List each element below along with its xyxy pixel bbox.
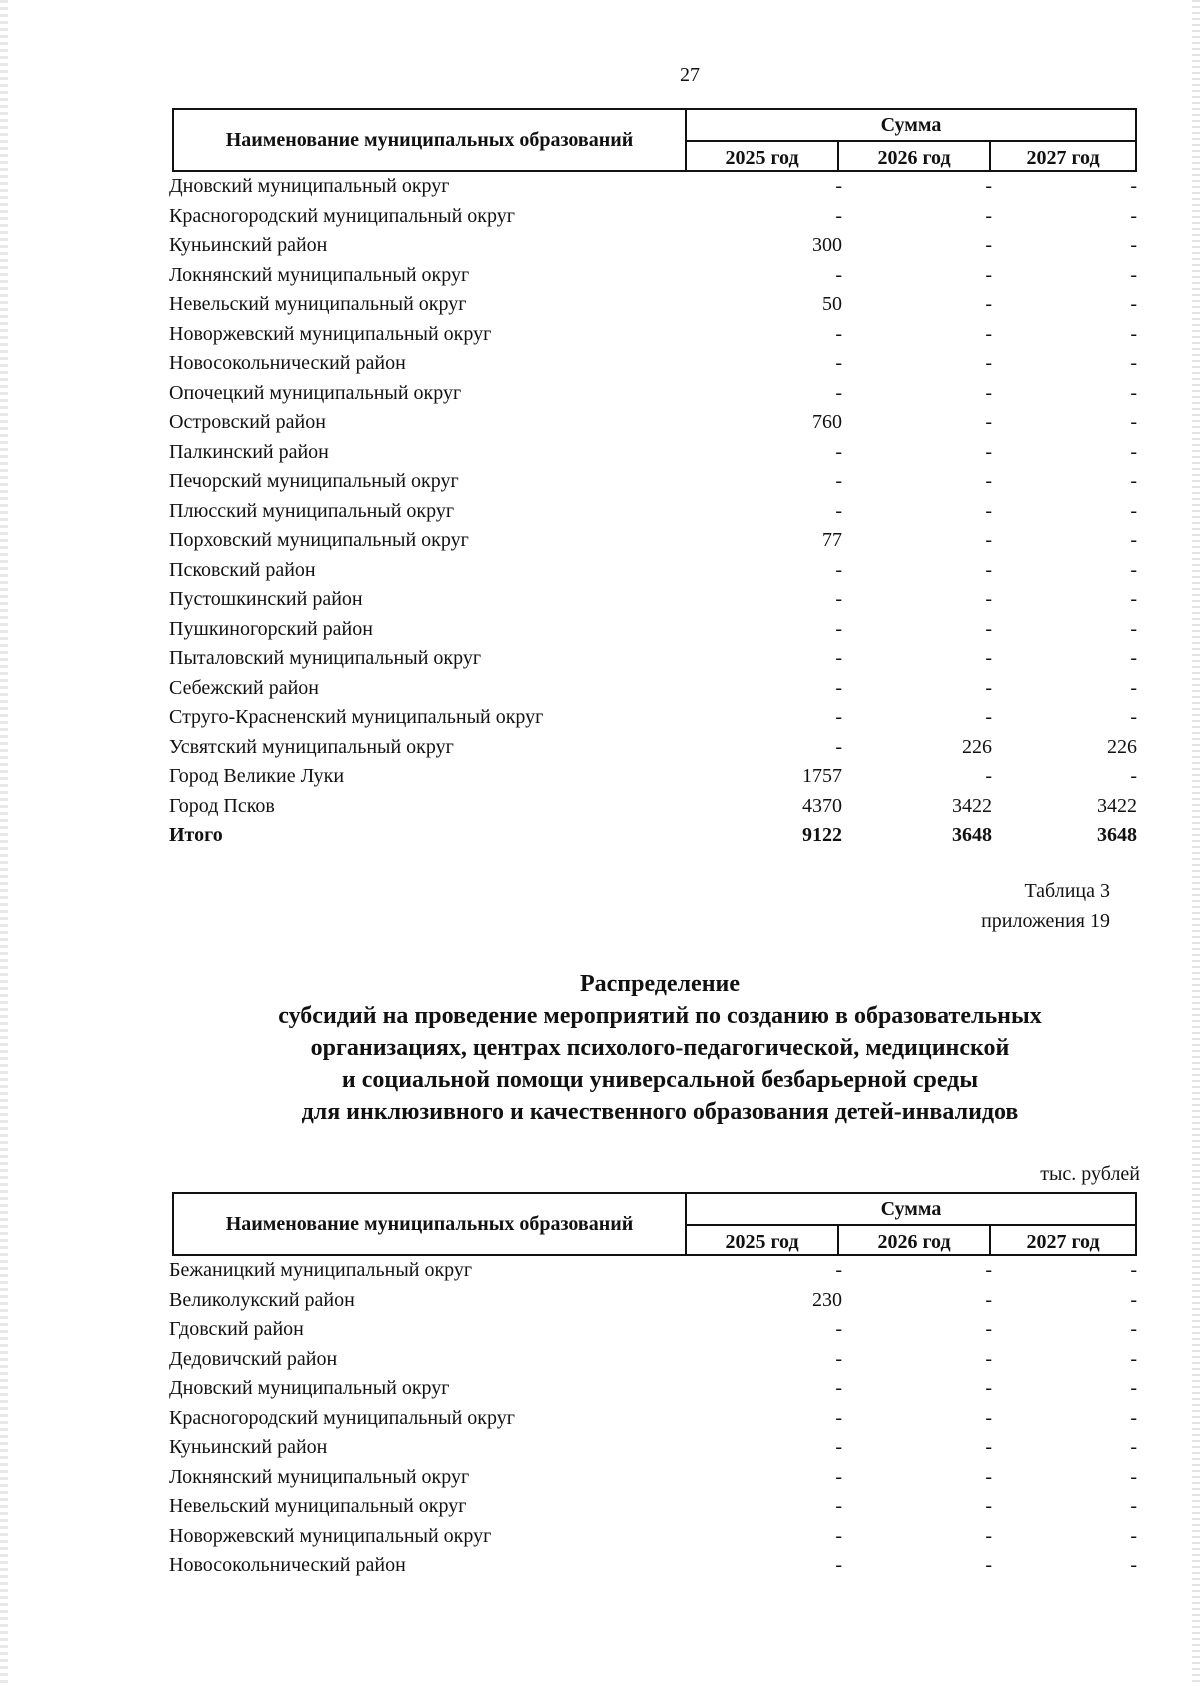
table-2-body xyxy=(169,1256,1137,1581)
value-2025: - xyxy=(835,470,842,492)
value-2025: - xyxy=(835,1436,842,1458)
value-2026: 3422 xyxy=(952,794,992,817)
table-3-label: Таблица 3 xyxy=(1024,880,1110,902)
value-2027: - xyxy=(1130,529,1137,551)
page-number: 27 xyxy=(680,64,700,86)
table-row xyxy=(169,379,1137,409)
value-2027: - xyxy=(1130,411,1137,433)
value-2025: - xyxy=(835,647,842,669)
row-name: Себежский район xyxy=(169,676,319,699)
value-2027: - xyxy=(1130,647,1137,669)
value-2027: - xyxy=(1130,1554,1137,1576)
row-name: Красногородский муниципальный округ xyxy=(169,204,515,227)
value-2025: - xyxy=(835,558,842,581)
table-row xyxy=(169,703,1137,733)
value-2027: - xyxy=(1130,1465,1137,1488)
value-2027: - xyxy=(1130,234,1137,256)
row-name: Новосокольнический район xyxy=(169,352,406,374)
table-row-total xyxy=(169,821,1137,851)
value-2026: - xyxy=(985,1288,992,1311)
table-row xyxy=(169,526,1137,556)
value-2026: - xyxy=(985,499,992,522)
value-2026: - xyxy=(985,558,992,581)
title-line: и социальной помощи универсальной безбарьерной среды xyxy=(341,1067,979,1093)
table-row xyxy=(169,1286,1137,1316)
value-2025: 77 xyxy=(822,529,842,551)
value-2025: - xyxy=(835,440,842,463)
value-2026: - xyxy=(985,293,992,315)
value-2027: - xyxy=(1130,588,1137,610)
value-2026: - xyxy=(985,1406,992,1429)
value-2025: - xyxy=(835,676,842,699)
value-2026: - xyxy=(985,234,992,256)
value-2026: 226 xyxy=(962,735,992,758)
value-2025: - xyxy=(835,735,842,758)
value-2026: - xyxy=(985,1495,992,1517)
row-name: Усвятский муниципальный округ xyxy=(169,735,454,758)
row-name: Псковский район xyxy=(169,558,316,581)
value-2027: - xyxy=(1130,499,1137,522)
value-2025: - xyxy=(835,175,842,197)
value-2026: - xyxy=(985,1347,992,1370)
row-name: Пушкиногорский район xyxy=(169,617,373,640)
value-2025: - xyxy=(835,499,842,522)
table-row xyxy=(169,1463,1137,1493)
table-row xyxy=(169,438,1137,468)
value-2026: - xyxy=(985,706,992,728)
value-2025: - xyxy=(835,706,842,728)
value-2025: - xyxy=(835,263,842,286)
value-2025: - xyxy=(835,1347,842,1370)
table-row xyxy=(169,1256,1137,1286)
value-2025: 4370 xyxy=(802,794,842,817)
table-row xyxy=(169,408,1137,438)
value-2026: - xyxy=(985,529,992,551)
row-name: Плюсский муниципальный округ xyxy=(169,499,455,522)
row-name: Локнянский муниципальный округ xyxy=(169,263,470,286)
title-line: организациях, центрах психолого-педагогической, медицинской xyxy=(310,1035,1010,1061)
row-name: Дновский муниципальный округ xyxy=(169,1377,450,1399)
row-name: Локнянский муниципальный округ xyxy=(169,1465,470,1488)
table-row xyxy=(169,172,1137,202)
value-2025: - xyxy=(835,1495,842,1517)
value-2026: - xyxy=(985,588,992,610)
table-row xyxy=(169,202,1137,232)
table-row xyxy=(169,644,1137,674)
value-2025: - xyxy=(835,1377,842,1399)
table-row xyxy=(169,1345,1137,1375)
row-name: Пыталовский муниципальный округ xyxy=(169,647,482,669)
row-name: Палкинский район xyxy=(169,440,329,463)
header-year-2025: 2025 год xyxy=(687,142,839,172)
table-2-header xyxy=(172,1192,1137,1256)
value-2025: 760 xyxy=(812,411,842,433)
value-2025: 300 xyxy=(812,234,842,256)
value-2025: - xyxy=(835,1465,842,1488)
value-2027: - xyxy=(1130,1259,1137,1281)
value-2025: - xyxy=(835,588,842,610)
value-2027: - xyxy=(1130,352,1137,374)
table-row xyxy=(169,261,1137,291)
value-2026: - xyxy=(985,352,992,374)
value-2027: - xyxy=(1130,558,1137,581)
value-2025: - xyxy=(835,1406,842,1429)
value-2027: 3422 xyxy=(1097,794,1137,817)
value-2026: - xyxy=(985,765,992,787)
value-2026: - xyxy=(985,1524,992,1547)
title-line: для инклюзивного и качественного образования детей-инвалидов xyxy=(301,1099,1019,1125)
table-row xyxy=(169,290,1137,320)
value-2027: - xyxy=(1130,322,1137,345)
table-2 xyxy=(169,1192,1137,1581)
row-name: Новоржевский муниципальный округ xyxy=(169,322,492,345)
value-2027: - xyxy=(1130,1436,1137,1458)
value-2027: 226 xyxy=(1107,735,1137,758)
value-2027: - xyxy=(1130,617,1137,640)
header-name-column: Наименование муниципальных образований xyxy=(174,1194,687,1254)
row-name: Итого xyxy=(169,824,223,846)
row-name: Бежаницкий муниципальный округ xyxy=(169,1259,473,1281)
table-row xyxy=(169,792,1137,822)
value-2026: - xyxy=(985,322,992,345)
value-2027: - xyxy=(1130,1524,1137,1547)
row-name: Красногородский муниципальный округ xyxy=(169,1406,515,1429)
value-2027: - xyxy=(1130,676,1137,699)
value-2027: 3648 xyxy=(1097,824,1137,846)
value-2027: - xyxy=(1130,470,1137,492)
value-2025: - xyxy=(835,1318,842,1340)
table-row xyxy=(169,231,1137,261)
table-row xyxy=(169,1551,1137,1581)
value-2026: - xyxy=(985,1436,992,1458)
title-line: субсидий на проведение мероприятий по созданию в образовательных xyxy=(278,1003,1042,1029)
row-name: Печорский муниципальный округ xyxy=(169,470,459,492)
value-2027: - xyxy=(1130,381,1137,404)
row-name: Порховский муниципальный округ xyxy=(169,529,469,551)
value-2025: - xyxy=(835,1524,842,1547)
appendix-label: приложения 19 xyxy=(981,910,1110,932)
row-name: Новоржевский муниципальный округ xyxy=(169,1524,492,1547)
value-2026: - xyxy=(985,1259,992,1281)
value-2025: - xyxy=(835,617,842,640)
table-row xyxy=(169,1522,1137,1552)
units-label: тыс. рублей xyxy=(1040,1163,1140,1185)
table-row xyxy=(169,1374,1137,1404)
value-2026: - xyxy=(985,204,992,227)
title-line: Распределение xyxy=(579,971,741,997)
value-2025: - xyxy=(835,322,842,345)
row-name: Невельский муниципальный округ xyxy=(169,293,467,315)
table-row xyxy=(169,349,1137,379)
table-row xyxy=(169,762,1137,792)
value-2026: - xyxy=(985,381,992,404)
value-2027: - xyxy=(1130,175,1137,197)
value-2026: - xyxy=(985,617,992,640)
value-2026: - xyxy=(985,1465,992,1488)
row-name: Гдовский район xyxy=(169,1318,304,1340)
header-year-2026: 2026 год xyxy=(839,142,991,172)
row-name: Дновский муниципальный округ xyxy=(169,175,450,197)
row-name: Островский район xyxy=(169,411,326,433)
table-row xyxy=(169,467,1137,497)
value-2026: - xyxy=(985,411,992,433)
row-name: Город Псков xyxy=(169,794,275,817)
value-2027: - xyxy=(1130,1406,1137,1429)
row-name: Великолукский район xyxy=(169,1288,355,1311)
value-2025: - xyxy=(835,381,842,404)
header-name-column: Наименование муниципальных образований xyxy=(174,110,687,170)
value-2027: - xyxy=(1130,204,1137,227)
table-row xyxy=(169,1404,1137,1434)
table-row xyxy=(169,615,1137,645)
value-2025: - xyxy=(835,352,842,374)
value-2026: - xyxy=(985,1554,992,1576)
value-2027: - xyxy=(1130,765,1137,787)
value-2026: - xyxy=(985,470,992,492)
header-sum: Сумма xyxy=(687,1194,1135,1226)
value-2027: - xyxy=(1130,1495,1137,1517)
table-1 xyxy=(169,108,1137,851)
header-year-2027: 2027 год xyxy=(1026,1231,1100,1253)
table-row xyxy=(169,1433,1137,1463)
value-2027: - xyxy=(1130,706,1137,728)
header-year-2026: 2026 год xyxy=(839,1226,991,1256)
value-2026: - xyxy=(985,1377,992,1399)
value-2027: - xyxy=(1130,263,1137,286)
row-name: Невельский муниципальный округ xyxy=(169,1495,467,1517)
value-2025: - xyxy=(835,1259,842,1281)
value-2025: - xyxy=(835,1554,842,1576)
table-1-body xyxy=(169,172,1137,821)
value-2026: - xyxy=(985,676,992,699)
row-name: Город Великие Луки xyxy=(169,765,345,787)
value-2026: - xyxy=(985,647,992,669)
header-year-2025: 2025 год xyxy=(687,1226,839,1256)
value-2027: - xyxy=(1130,293,1137,315)
table-row xyxy=(169,556,1137,586)
value-2025: 1757 xyxy=(802,765,842,787)
value-2026: - xyxy=(985,263,992,286)
table-row xyxy=(169,733,1137,763)
scan-edge-right xyxy=(1192,0,1200,1686)
table-row xyxy=(169,674,1137,704)
scan-edge-left xyxy=(0,0,8,1686)
value-2025: - xyxy=(835,204,842,227)
value-2025: 9122 xyxy=(802,824,842,846)
value-2027: - xyxy=(1130,1377,1137,1399)
table-row xyxy=(169,320,1137,350)
table-1-header xyxy=(172,108,1137,172)
row-name: Струго-Красненский муниципальный округ xyxy=(169,706,544,728)
header-sum: Сумма xyxy=(687,110,1135,142)
document-title xyxy=(150,968,1170,1128)
row-name: Куньинский район xyxy=(169,234,328,256)
value-2026: - xyxy=(985,440,992,463)
value-2027: - xyxy=(1130,1347,1137,1370)
table-row xyxy=(169,1492,1137,1522)
row-name: Куньинский район xyxy=(169,1436,328,1458)
table-row xyxy=(169,497,1137,527)
table-row xyxy=(169,1315,1137,1345)
row-name: Пустошкинский район xyxy=(169,588,363,610)
value-2027: - xyxy=(1130,440,1137,463)
value-2026: 3648 xyxy=(952,824,992,846)
table-row xyxy=(169,585,1137,615)
row-name: Опочецкий муниципальный округ xyxy=(169,381,462,404)
value-2026: - xyxy=(985,175,992,197)
value-2025: 50 xyxy=(822,293,842,315)
value-2025: 230 xyxy=(812,1288,842,1311)
row-name: Дедовичский район xyxy=(169,1347,338,1370)
value-2027: - xyxy=(1130,1318,1137,1340)
row-name: Новосокольнический район xyxy=(169,1554,406,1576)
value-2027: - xyxy=(1130,1288,1137,1311)
header-year-2027: 2027 год xyxy=(1026,147,1100,169)
value-2026: - xyxy=(985,1318,992,1340)
